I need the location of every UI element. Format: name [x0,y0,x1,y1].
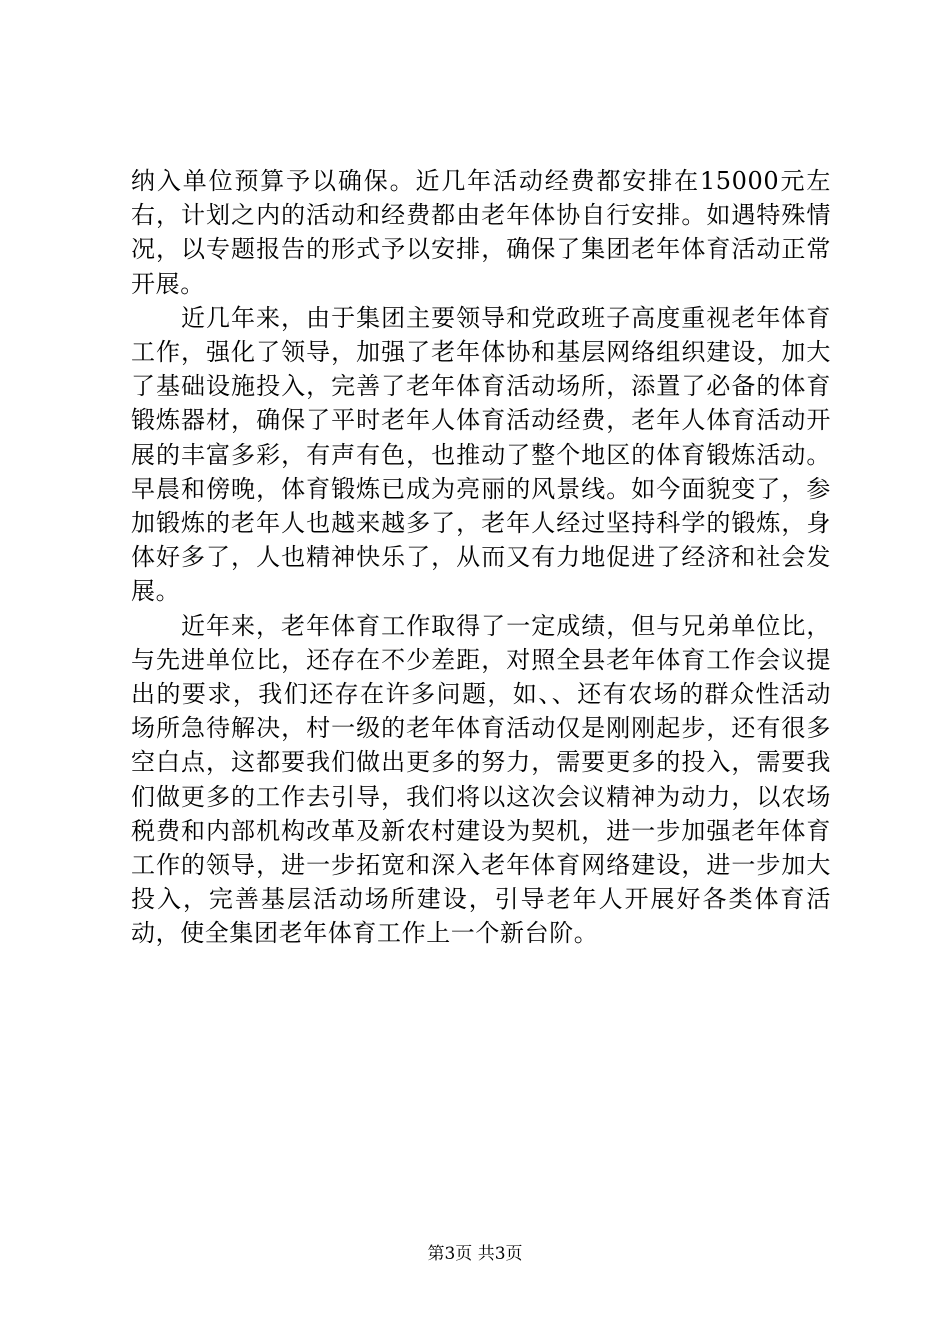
document-body [131,164,831,951]
page-footer: 第3页 共3页 [427,1244,523,1264]
paragraph-continuation: 纳入单位预算予以确保。近几年活动经费都安排在15000元左右，计划之内的活动和经费都由老年体协自行安排。如遇特殊情况，以专题报告的形式予以安排，确保了集团老年体育活动正常开展。 [131,167,831,298]
paragraph-achievements: 近几年来，由于集团主要领导和党政班子高度重视老年体育工作，强化了领导，加强了老年体协和基层网络组织建设，加大了基础设施投入，完善了老年体育活动场所，添置了必备的体育锻炼器材，确保了平时老年人体育活动经费，老年人体育活动开展的丰富多彩，有声有色，也推动了整个地区的体育锻炼活动。早晨和傍晚，体育锻炼已成为亮丽的风景线。如今面貌变了，参加锻炼的老年人也越来越多了，老年人经过坚持科学的锻炼，身体好多了，人也精神快乐了，从而又有力地促进了经济和社会发展。 [131,303,831,606]
paragraph-shortcomings: 近年来，老年体育工作取得了一定成绩，但与兄弟单位比，与先进单位比，还存在不少差距，对照全县老年体育工作会议提出的要求，我们还存在许多问题，如、、还有农场的群众性活动场所急待解决，村一级的老年体育活动仅是刚刚起步，还有很多空白点，这都要我们做出更多的努力，需要更多的投入，需要我们做更多的工作去引导，我们将以这次会议精神为动力，以农场税费和内部机构改革及新农村建设为契机，进一步加强老年体育工作的领导，进一步拓宽和深入老年体育网络建设，进一步加大投入，完善基层活动场所建设，引导老年人开展好各类体育活动，使全集团老年体育工作上一个新台阶。 [131,611,831,948]
